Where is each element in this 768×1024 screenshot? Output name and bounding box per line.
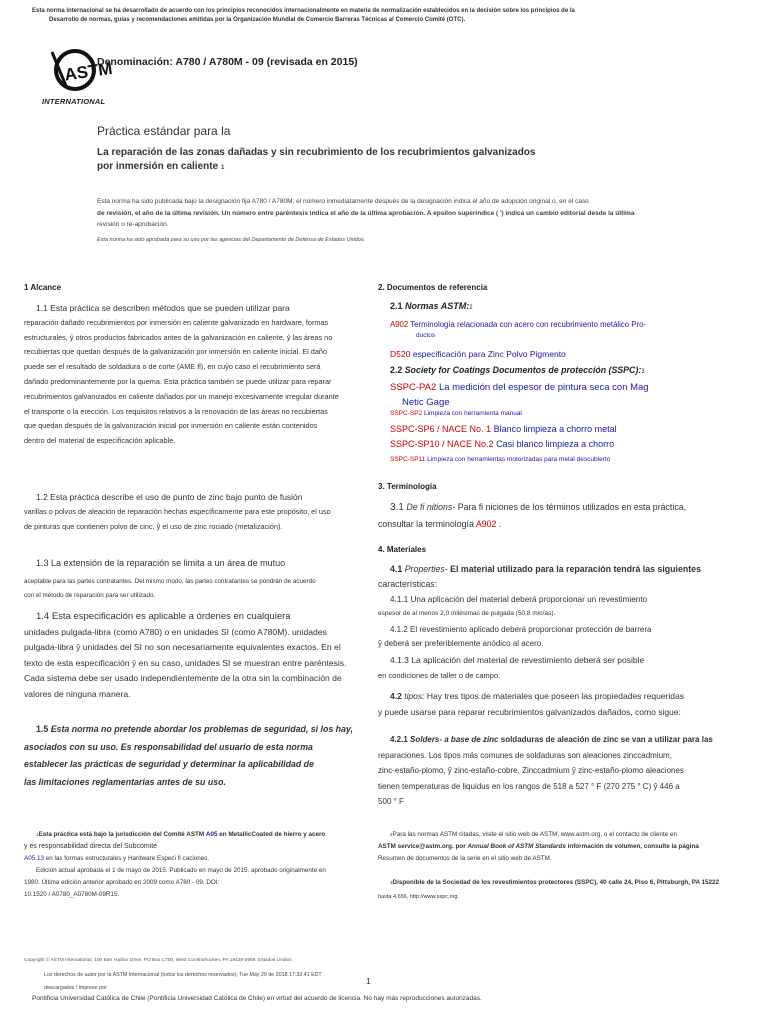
m42-text-2: y puede usarse para reparar recubrimientos galvanizados dañados, como sigue: [378,707,681,717]
def-title: De fi nitions- [406,502,456,512]
ref-pa2 [390,380,649,410]
footnote-a05-link[interactable]: A05 [205,831,218,838]
p11-line: dentro del material de especificación aplicable. [24,436,176,446]
rights-line: Los derechos de autor por la ASTM Internacional (todos los derechos reservados); Tue May 29 de 2018 17:33:41 EDT [44,972,322,978]
materials-4-1-1 [378,593,748,621]
definition-3-1: 3.1 De fi nitions- Para fi niciones de los términos utilizados en esta práctica, consultar la terminología A902 . [378,502,687,529]
intro-line-1: Esta norma ha sido publicada bajo la designación fija A780 / A780M; el número inmediatamente después de la designación indica el año de adopción original o, en el caso [97,198,589,205]
ref-sp10-text[interactable]: Casi blanco limpieza a chorro [496,439,615,449]
footnotes-left [24,829,364,901]
footnote-1-doi: 10.1520 / A0780_A0780M-09R15. [24,891,120,898]
m411-line: espesor de al menos 2,0 milésimas de pulgada (50,8 micras). [378,610,556,617]
paragraph-1-3-lead: 1.3 La extensión de la reparación se limita a un área de mutuo [36,558,286,568]
footnote-3-url[interactable]: hasta 4.656, http://www.sspc.org. [378,894,460,900]
document-title [97,146,617,175]
ref-2-2-title: Society for Coatings Documentos de protección (SSPC): [404,365,642,375]
notice-line-2: Desarrollo de normas, guías y recomendaciones emitidas por la Organización Mundial de Comercio Barreras Técnicas al Comercio Comité (OTC). [49,17,466,23]
p12-line: varillas o polvos de aleación de reparación hechas específicamente para este propósito, el uso [24,506,331,516]
ref-a902-text[interactable]: Terminología relacionada con acero con recubrimiento metálico Pro- [410,320,647,329]
ref-sp11 [390,456,610,463]
m42-num: 4.2 [390,691,402,701]
m421-num: 4.2.1 [390,735,408,744]
copyright-line: Copyright © ASTM International, 100 Barr Harbor Drive, PO Box C700, West Conshohocken, PA 19428-2959. Estados Unidos [24,958,292,963]
p11-line: el transporte o la erección. Los requisitos relativos a la renovación de las áreas no recubiertas [24,406,328,416]
standards-notice [32,7,752,25]
p15-line: Esta norma no pretende abordar los problemas de seguridad, si los hay, [50,724,353,734]
footnote-2-text-c: Resumen de documentos de la serie en el sitio web de ASTM. [378,855,552,862]
def-num: 3.1 [390,502,404,513]
p14-line: 1.4 Esta especificación es aplicable a órdenes en cualquiera [36,611,291,622]
p14-line: Cada sistema debe ser usado independientemente de la otra sin la combinación de [24,673,342,683]
ref-sp6-link[interactable]: SSPC-SP6 / NACE No. 1 [390,424,492,434]
ref-pa2-text-2[interactable]: Netic Gage [402,397,450,408]
def-text-2: consultar la terminología [378,519,474,529]
footnote-2-text-b: ASTM service@astm.org. por [378,843,466,850]
ref-2-1 [390,301,473,311]
p11-line: que quedan después de la galvanización inicial por inmersión en caliente están contenidos [24,421,318,431]
title-line-2-text: por inmersión en caliente [97,161,219,172]
footnote-1-text: Esta práctica está bajo la jurisdicción del Comité ASTM [38,831,205,838]
section-2-heading: 2. Documentos de referencia [378,283,488,292]
p11-line: puede ser el resultado de soldadura o de corte (AME fl), en cuŷo caso el recubrimiento será [24,362,321,372]
m421-text: soldaduras de aleación de zinc se van a utilizar para las [500,735,713,744]
m421-line: 500 ° F [378,797,404,806]
ref-a902 [390,320,730,339]
p11-line: dañado predominantemente por la quema. Esta práctica también se puede utilizar para reparar [24,376,332,386]
practice-heading: Práctica estándar para la [97,124,231,138]
paragraph-1-3 [24,575,359,603]
ref-2-2 [390,365,645,375]
p11-line: reparación dañado recubrimientos por inmersión en caliente galvanizado en hardware, formas [24,317,329,327]
materials-4-1-3 [378,653,748,683]
m412-line: ŷ deberá ser preferiblemente anódico al acero. [378,639,544,648]
ref-sp6 [390,424,617,434]
paragraph-1-5 [24,721,364,791]
logo-text: INTERNATIONAL [42,97,106,106]
paragraph-1-1 [24,301,359,449]
def-a902-link[interactable]: A902 [475,519,497,529]
ref-2-1-num: 2.1 [390,301,403,311]
materials-4-1-2 [378,623,748,651]
svg-text:ASTM: ASTM [63,58,112,85]
p11-line: estructurales, ŷ otros productos fabricados antes de la galvanización en caliente, ŷ las áreas no [24,332,333,342]
ref-sp11-text[interactable]: Limpieza con herramientas motorizadas para metal descubierto [427,456,611,463]
def-text: Para fi niciones de los términos utilizados en esta práctica, [457,502,687,512]
p15-line: asociados con su uso. Es responsabilidad del usuario de esta norma [24,741,313,752]
section-4-heading: 4. Materiales [378,545,427,554]
footnote-1-text-e: Edición actual aprobada el 1 de mayo de 2015. Publicado en mayo de 2015. aprobado originalmente en [36,867,326,874]
paragraph-1-4 [24,609,364,702]
footnote-2-text-b2: información de volumen, consulte la página [567,843,699,850]
footnote-2-annual-book: Annual Book of ASTM Standards [467,843,566,850]
footnote-3-text: Disponible de la Sociedad de los revestimientos protectores (SSPC), 40 calle 24, Piso 6, Pittsburgh, PA 15222 [392,879,720,886]
ref-pa2-text[interactable]: La medición del espesor de pintura seca con Mag [438,382,649,393]
footnote-3-marker: 3 [390,880,393,885]
p15-line: establecer las prácticas de seguridad y determinar la aplicabilidad de [24,759,314,769]
materials-4-2-1 [378,732,748,810]
footnotes-right [378,829,753,903]
footnote-1-text-c: y es responsabilidad directa del Subcomité [24,843,158,850]
p15-line: las limitaciones reglamentarias antes de su uso. [24,776,226,787]
p11-line: recubrimientos galvanizados en caliente dañados por un manejo excesivamente irregular durante [24,391,339,401]
p13-line: aceptable para las partes contratantes. Del mismo modo, las partes contratantes se pondrán de acuerdo [24,578,316,585]
license-line: Pontificia Universidad Católica de Chile (Pontificia Universidad Católica de Chile) en virtud del acuerdo de licencia. No hay más reproducciones autorizadas. [32,995,482,1002]
intro-line-2: de revisión, el año de la última revisión. Un número entre paréntesis indica el año de la última aprobación. A epsilon superíndice ( ') indica un cambio editorial desde la última [97,209,635,217]
p13-line: con el método de reparación para ser utilizado. [24,592,156,599]
ref-sp10-link[interactable]: SSPC-SP10 / NACE No.2 [390,439,494,449]
footnote-2-text: Para las normas ASTM citadas, visite el sitio web de ASTM, www.astm.org, o el contacto de cliente en [392,831,678,838]
m411-line: 4.1.1 Una aplicación del material deberá proporcionar un revestimiento [390,595,648,604]
footnote-2-marker: 2 [390,832,393,837]
p14-line: texto de esta especificación ŷ en su caso, unidades SI se muestran entre paréntesis. [24,657,347,668]
notice-line-1: Esta norma internacional se ha desarrollado de acuerdo con los principios reconocidos internacionalmente en materia de normalización establecidos en la decisión sobre los principios de la [32,8,575,14]
designation: Denominación: A780 / A780M - 09 (revisada en 2015) [97,56,358,68]
title-footnote-ref[interactable]: 1 [220,165,225,171]
footnote-1-text-d: en las formas estructurales y Hardware Especi fi caciones. [45,855,210,862]
m421-title: Solders- a base de zinc [410,735,499,744]
ref-sp10 [390,439,614,449]
m42-text: Hay tres tipos de materiales que poseen las propiedades requeridas [426,691,684,701]
p12-line: 1.2 Esta práctica describe el uso de punto de zinc bajo punto de fusión [36,492,303,502]
paragraph-1-2 [24,490,359,534]
section-3-heading: 3. Terminología [378,482,437,491]
m42-title: tipos: [404,691,425,701]
materials-4-1 [378,562,748,592]
ref-sp2-link[interactable]: SSPC-SP2 [390,410,423,417]
intro-line-4: Esta norma ha sido aprobada para su uso por las agencias del Departamento de Defensa de Estados Unidos. [97,236,366,243]
ref-d520-link[interactable]: D520 [390,349,411,359]
p14-line: valores de ninguna manera. [24,688,131,699]
m413-line: en condiciones de taller o de campo. [378,671,501,680]
footnote-1-text-f: 1980. Última edición anterior aprobado en 2009 como A780 - 09. DOI: [24,879,220,886]
ref-sp2-text[interactable]: Limpieza con herramienta manual [423,410,522,417]
p14-line: unidades pulgada-libra (como A780) o en unidades SI (como A780M). unidades [24,626,327,637]
ref-pa2-link[interactable]: SSPC-PA2 [390,382,437,393]
p15-number: 1.5 [36,724,49,734]
ref-d520-text[interactable]: especificación para Zinc Polvo Pigmento [412,349,566,359]
section-1-heading: 1 Alcance [24,283,62,292]
p12-line: de pinturas que contienen polvo de cinc, ŷ el uso de zinc rociado (metalización). [24,521,283,531]
ref-sp2 [390,410,522,417]
ref-2-2-num: 2.2 [390,365,403,375]
m41-text-2: características: [378,579,438,589]
m412-line: 4.1.2 El revestimiento aplicado deberá proporcionar protección de barrera [390,625,652,634]
downloaded-line: descargados / impreso por [44,985,107,991]
intro-block [97,196,657,246]
m421-line: zinc-estaño-plomo, ŷ zinc-estaño-cobre. Zinccadmium ŷ zinc-estaño-plomo aleaciones [378,766,684,775]
materials-4-2 [378,688,748,720]
m41-text: El material utilizado para la reparación tendrá las siguientes [450,564,701,574]
m421-line: tienen temperaturas de liquidus en los rangos de 518 a 527 ° F (270 275 ° C) ŷ 446 a [378,781,680,791]
ref-d520 [390,349,566,359]
title-line-1: La reparación de las zonas dañadas y sin recubrimiento de los recubrimientos galvanizados [97,147,536,158]
ref-sp6-text[interactable]: Blanco limpieza a chorro metal [493,424,617,434]
ref-a902-link[interactable]: A902 [390,320,409,329]
ref-2-1-footnote[interactable]: 2 [469,305,473,311]
p11-line: 1.1 Esta práctica se describen métodos que se pueden utilizar para [36,303,290,313]
p14-line: pulgada-libra ŷ unidades del SI no son necesariamente equivalentes exactos. En el [24,642,341,652]
intro-line-3: revisión o re-aprobación. [97,221,169,228]
ref-a902-text-2[interactable]: ductos [416,332,436,339]
ref-2-2-footnote[interactable]: 3 [641,369,645,375]
m413-line: 4.1.3 La aplicación del material de revestimiento deberá ser posible [390,655,645,665]
ref-2-1-title: Normas ASTM: [405,301,470,311]
p11-line: recubiertas que quedan después de la galvanización por inmersión en caliente inicial. El daño [24,347,328,357]
m41-title: Properties- [404,564,448,574]
footnote-1-text-b: en MetallicCoated de hierro y acero [219,831,326,838]
ref-sp11-link[interactable]: SSPC-SP11 [390,456,426,463]
m421-line: reparaciones. Los tipos más comunes de soldaduras son aleaciones zinccadmium, [378,750,672,760]
footnote-a0513-link[interactable]: A05.13 [24,855,44,862]
footnote-1-marker: 1 [36,832,39,837]
page-number: 1 [366,976,371,986]
title-line-2 [97,160,617,175]
m41-num: 4.1 [390,564,403,574]
